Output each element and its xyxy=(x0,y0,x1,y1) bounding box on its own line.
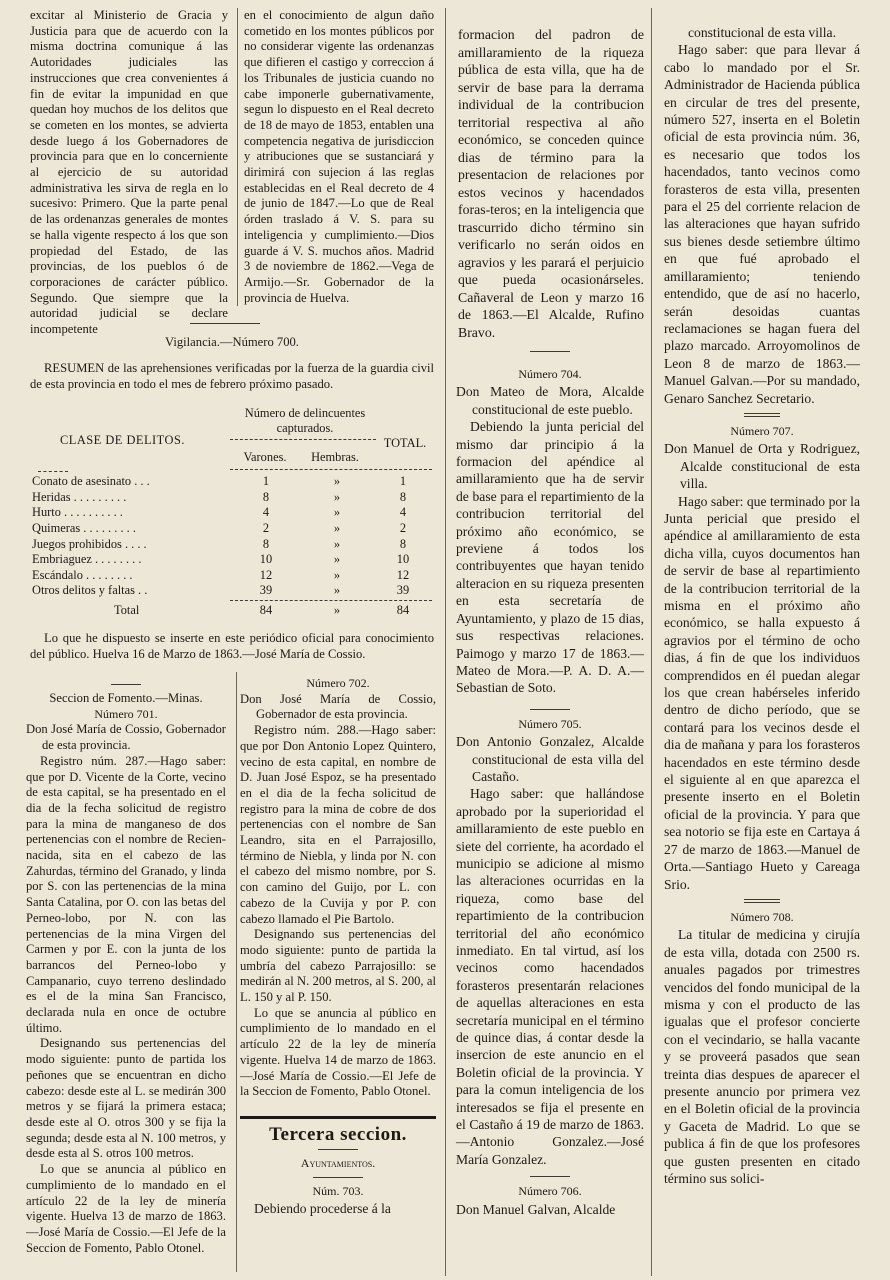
ayuntamientos-heading: Ayuntamientos. xyxy=(300,1155,376,1170)
vigilancia-closing: Lo que he dispuesto se inserte en este periódico oficial para conocimiento del público. Huelva 16 de Marzo de 1863.—José María de Cossio. xyxy=(30,631,434,661)
row-label xyxy=(30,474,230,490)
dot-leader: . . . . . . . . xyxy=(91,552,142,567)
body-704: Debiendo la junta pericial del mismo dar principio á la formacion del apéndice al amillaramiento que ha de servir de base para el repartimiento de la contribucion territorial del próximo año económico, se previene á todos los contribuyentes que hayan tenido alteracion en su riqueza presenten en esta secretaría de Ayuntamiento, y plazo de 15 dias, sus respectivas relaciones. Paimogo y marzo 17 de 1863.—Mateo de Mora.—P. A. D. A.—Sebastian de Soto. xyxy=(456,419,644,696)
stat-row xyxy=(30,505,434,521)
dot-leader: . . . . . . . . . xyxy=(80,521,136,536)
body-703: Debiendo procederse á la xyxy=(254,1201,391,1217)
rule xyxy=(38,471,68,472)
paragraph: formacion del padron de amillaramiento de la riqueza pública de esta villa, que ha de servir de base para la derrama individual de la contribucion territorial respectiva al año económico, se conceden quince dias de término para la presentacion de relaciones por estos vecinos y hacendados foras-teros; en la inteligencia que trascurrido dicho término sin verificarlo no serán oidos en agravios y les parará el perjuicio que pueda ocasionárseles. Cañaveral de Leon y marzo 16 de 1863.—El Alcalde, Rufino Bravo. xyxy=(458,27,644,340)
fomento-heading: Seccion de Fomento.—Minas. xyxy=(49,691,203,705)
rule xyxy=(318,1149,358,1150)
title-706: Don Manuel Galvan, Alcalde xyxy=(456,1201,616,1217)
dot-leader: . . . . . . . . . . xyxy=(60,505,123,520)
body-705: Hago saber: que hallándose aprobado por la superioridad el amillaramiento de este pueblo en siete del corriente, ha acordado el municipio se adicione al mismo las alteraciones ocurridas en la riqueza, como base del repartimiento de la contribucion territorial del año económico inmediato. En tal virtud, así los vecinos como hacendados forasteros presentarán relaciones de aquellas alteraciones en esta secretaría municipal en el término de quince dias, á contar desde la insercion de este anuncio en el Boletin oficial de la provincia. Y para la comun inteligencia de los interesados se fija el presente en el Castaño á 19 de marzo de 1863.—Antonio Gonzalez.—José María Gonzalez. xyxy=(456,786,644,1167)
row-total: 8 xyxy=(399,489,407,504)
dot-leader: . . . . . . . . . xyxy=(70,489,127,504)
section-rule xyxy=(190,323,260,324)
stat-row xyxy=(30,552,434,568)
paragraph: excitar al Ministerio de Gracia y Justicia para que de acuerdo con la misma doctrina comunique á las Autoridades judiciales las instrucciones que crea convenientes á fin de evitar la impunidad en que quedan hoy muchos de los delitos que se cometen en los montes, se advierta desde luego á los Gobernadores de provincia para que en lo concerniente al ejercicio de su autoridad administrativa les sirva de regla en lo sucesivo: Primero. Que la parte penal de las ordenanzas generales de montes se halla vigente respecto á los que son propiedad del Estado, de las provincias, de los pueblos ó de corporaciones de carácter público. Segundo. Que siempre que la autoridad judicial se declare incompetente xyxy=(30,8,228,337)
stat-row xyxy=(30,521,434,537)
body-701c: Lo que se anuncia al público en cumplimiento de lo mandado en el artículo 22 de la ley de minería vigente. Huelva 13 de marzo de 1863.—José María de Cossio.—El Jefe de la Seccion de Fomento, Pablo Otonel. xyxy=(26,1162,226,1255)
row-hembras: » xyxy=(333,567,341,582)
row-varones: 10 xyxy=(259,552,273,567)
col-header-numero: Número de delincuentes capturados. xyxy=(244,406,366,435)
row-label-text: Hurto xyxy=(32,505,61,520)
number-707: Número 707. xyxy=(730,423,794,438)
row-label-text: Conato de asesinato xyxy=(32,474,132,489)
row-total: 4 xyxy=(399,505,407,520)
rule xyxy=(530,1176,570,1177)
body-702b: Designando sus pertenencias del modo siguiente: punto de partida la umbría del cabezo Parrajosillo: se medirán al N. 200 metros, al S. 200, al L. 150 y al P. 150. xyxy=(240,927,436,1005)
article-702 xyxy=(240,676,436,1218)
column-rule xyxy=(237,8,238,306)
stat-row xyxy=(30,474,434,490)
tercera-seccion-heading: Tercera seccion. xyxy=(269,1123,407,1145)
title-707: Don Manuel de Orta y Rodriguez, Alcalde constitucional de esta villa. xyxy=(664,441,860,492)
article-col3-top xyxy=(458,26,644,341)
stat-row xyxy=(30,490,434,506)
row-label xyxy=(30,490,230,506)
row-label-text: Escándalo xyxy=(32,567,83,582)
rule xyxy=(111,684,141,685)
total-label: Total xyxy=(114,603,140,618)
row-hembras: » xyxy=(333,583,341,598)
stat-row xyxy=(30,536,434,552)
row-label-text: Quimeras xyxy=(32,521,81,536)
body-701a: Registro núm. 287.—Hago saber: que por D. Vicente de la Corte, vecino de esta capital, se ha presentado en el dia de la fecha solicitud de registro para la mina de manganeso de dos pertenencias con el nombre de Recien-nacida, sita en el cabezo de las Zahurdas, término del Granado, y linda por S. con las pertenencias de la mina Santa Catalina, por O. con las betas del Perneo-lobo, por N. con las pertenencias de la mina Virgen del Carmen y por E. con la junta de los barrancos del Perneo-lobo y Campanario, cuyo terreno deslindado es el de la mina San Francisco, declarada nula en once de octubre último. xyxy=(26,753,226,1035)
row-label-text: Heridas xyxy=(32,489,71,504)
col-header-hembras: Hembras. xyxy=(311,450,359,464)
body-702c: Lo que se anuncia al público en cumplimiento de lo mandado en el artículo 22 de la ley de minería vigente. Huelva 14 de marzo de 1863.—José María de Cossio.—El Jefe de la Seccion de Fomento, Pablo Otonel. xyxy=(240,1005,436,1099)
row-varones: 2 xyxy=(262,521,270,536)
row-total: 12 xyxy=(396,567,410,582)
number-701: Número 701. xyxy=(94,706,158,721)
title-705: Don Antonio Gonzalez, Alcalde constitucional de esta villa del Castaño. xyxy=(456,734,644,784)
row-hembras: » xyxy=(333,489,341,504)
stat-total-row xyxy=(30,603,434,619)
article-col2-top xyxy=(244,8,434,306)
number-702: Número 702. xyxy=(306,676,370,690)
row-label-text: Juegos prohibidos xyxy=(32,536,122,551)
row-total: 10 xyxy=(396,552,410,567)
col-header-total: TOTAL. xyxy=(383,436,427,450)
column-rule xyxy=(651,8,652,1276)
section-rule xyxy=(240,1116,436,1119)
col-header-varones: Varones. xyxy=(243,450,287,464)
body-706: Hago saber: que para llevar á cabo lo mandado por el Sr. Administrador de Hacienda pública en circular de tres del presente, número 527, inserta en el Boletin oficial de esta provincia núm. 36, es necesario que todos los hacendados, tanto vecinos como forasteros de esta villa, presenten para el 25 del corriente relacion de las alteraciones que hayan sufrido sus bienes desde setiembre último en que fué aprobado el amillaramiento; teniendo entendido, que de así no hacerlo, serán desoidas cuantas reclamaciones se hagan fuera del plazo marcado. Arroyomolinos de Leon 8 de marzo de 1863.—Manuel Galvan.—Por su mandado, Genaro Sanchez Secretario. xyxy=(664,42,860,406)
dot-leader: . . . xyxy=(131,474,150,489)
row-total: 1 xyxy=(399,474,407,489)
vigilancia-heading: Vigilancia.—Número 700. xyxy=(165,335,299,349)
row-total: 8 xyxy=(399,536,407,551)
rule xyxy=(230,469,432,470)
row-label-text: Embriaguez xyxy=(32,552,92,567)
row-varones: 12 xyxy=(259,567,273,582)
article-col1-top xyxy=(30,8,228,338)
body-702a: Registro núm. 288.—Hago saber: que por Don Antonio Lopez Quintero, vecino de esta capital, en nombre de D. Juan José Espoz, se ha presentado en el dia de la fecha solicitud de registro para la mina de cobre de dos pertenencias con el nombre de San Leandro, sita en el Parrajosillo, término de Niebla, y linda por N. con el cabezo del mismo nombre, por S. con camino del Guijo, por L. con cabezo de la Cuvija y por P. con cabezo llamado el Pie Bartolo. xyxy=(240,723,436,926)
title-704: Don Mateo de Mora, Alcalde constitucional de este pueblo. xyxy=(456,384,644,417)
row-hembras: » xyxy=(333,552,341,567)
row-label xyxy=(30,552,230,568)
row-varones: 39 xyxy=(259,583,273,598)
stat-row xyxy=(30,583,434,599)
rule xyxy=(744,899,780,903)
row-varones: 4 xyxy=(262,505,270,520)
row-total: 2 xyxy=(399,521,407,536)
header-brace xyxy=(230,439,376,440)
row-hembras: » xyxy=(333,505,341,520)
rule xyxy=(530,709,570,710)
title-702: Don José María de Cossio, Gobernador de esta provincia. xyxy=(240,691,436,722)
title-701: Don José María de Cossio, Gobernador de esta provincia. xyxy=(26,722,226,753)
number-703: Núm. 703. xyxy=(312,1184,364,1199)
row-label xyxy=(30,521,230,537)
row-varones: 1 xyxy=(262,474,270,489)
total-varones: 84 xyxy=(259,603,273,618)
col-header-clase: CLASE DE DELITOS. xyxy=(60,433,185,447)
row-label-text: Otros delitos y faltas xyxy=(32,583,135,598)
row-varones: 8 xyxy=(262,489,270,504)
dot-leader: . . . . . . . . xyxy=(82,567,133,582)
number-705: Número 705. xyxy=(518,716,582,731)
article-704 xyxy=(456,345,644,1218)
number-704: Número 704. xyxy=(518,367,582,381)
dot-leader: . . . . xyxy=(121,536,147,551)
stat-row xyxy=(30,568,434,584)
paragraph: constitucional de esta villa. xyxy=(688,25,836,40)
row-label xyxy=(30,583,230,599)
paragraph: en el conocimiento de algun daño cometido en los montes públicos por no considerar vigente las ordenanzas que difieren el castigo y correccion á los Tribunales de justicia cuando no cabe imponerle gubernativamente, segun lo dispuesto en el Real decreto de 18 de mayo de 1853, entablen una competencia negativa de jurisdiccion y atribuciones que se sustanciará y dirimirá con sujecion á las reglas establecidas en el Real decreto de 4 de junio de 1847.—Lo que de Real órden traslado á V. S. para su inteligencia y cumplimiento.—Dios guarde á V. S. muchos años. Madrid 3 de noviembre de 1862.—Vega de Armijo.—Sr. Gobernador de la provincia de Huelva. xyxy=(244,8,434,305)
total-total: 84 xyxy=(396,603,410,618)
stat-rows xyxy=(30,474,434,599)
number-708: Número 708. xyxy=(730,909,794,924)
article-col4 xyxy=(664,24,860,1187)
dot-leader: . . xyxy=(134,583,148,598)
rule xyxy=(230,600,432,601)
vigilancia-intro: RESUMEN de las aprehensiones verificadas por la fuerza de la guardia civil de esta provincia en todo el mes de febrero próximo pasado. xyxy=(30,361,434,391)
row-hembras: » xyxy=(333,521,341,536)
row-label xyxy=(30,505,230,521)
total-hembras: » xyxy=(333,603,341,618)
row-hembras: » xyxy=(333,474,341,489)
body-701b: Designando sus pertenencias del modo siguiente: punto de partida los peñones que se encuentran en dicho cabezo: desde este al L. se medirán 300 metros y se fijará la primera estaca; desde este al O. otros 300 y se fija la segunda; desde esta al N. 100 metros, y desde esta al S. otros 100 metros. xyxy=(26,1036,226,1161)
number-706: Número 706. xyxy=(518,1184,582,1199)
body-708: La titular de medicina y cirujía de esta villa, dotada con 2500 rs. anuales pagados por trimestres vencidos del fondo municipal de la misma y con el producto de las igualas que el profesor concierte con el vecindario, se halla vacante y se proveerá pasados que sean treinta dias despues de aparecer el presente anuncio por primera vez en el Boletin oficial de la provincia y Gaceta de Madrid. Lo que se publica á fin de que los profesores que gusten presenten en citado término sus solici- xyxy=(664,927,860,1186)
row-total: 39 xyxy=(396,583,410,598)
column-rule xyxy=(445,8,446,1276)
article-701 xyxy=(26,678,226,1256)
rule xyxy=(744,413,780,417)
rule xyxy=(530,351,570,352)
row-hembras: » xyxy=(333,536,341,551)
rule xyxy=(313,1177,363,1178)
row-label xyxy=(30,536,230,552)
row-label xyxy=(30,568,230,584)
row-varones: 8 xyxy=(262,536,270,551)
body-707: Hago saber: que terminado por la Junta pericial que presido el apéndice al amillaramiento de esta dicha villa, cuyos documentos han de servir de base al repartimiento de la contribucion territorial de la misma en el próximo año económico, se halla expuesto á agravios por el término de ocho dias, á fin de que los individuos comprendidos en él puedan alegar los que crean habérseles inferido dentro de dicho período, que se contará para los vecinos desde el dia de mañana y para los forasteros hacendados en este término desde el siguiente al en que aparezca el presente inserto en el Boletin oficial de la provincia. Y para que sea notorio se fija este en Cartaya á 27 de marzo de 1863.—Manuel de Orta.—Santiago Hueto y Careaga Srio. xyxy=(664,493,860,892)
column-rule xyxy=(236,672,237,1272)
